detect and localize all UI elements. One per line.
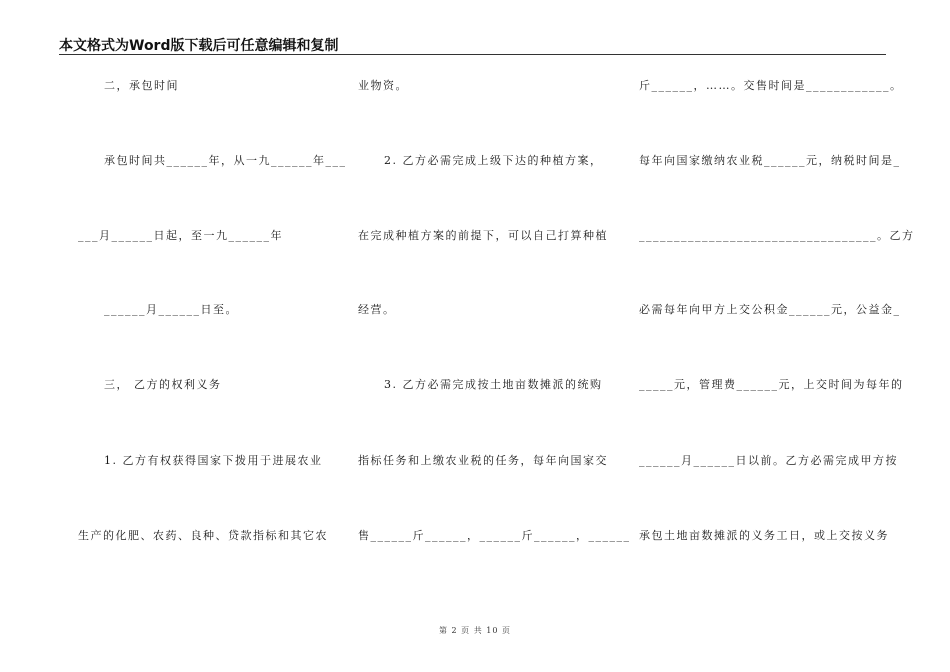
text-line: ______月______日以前。乙方必需完成甲方按	[639, 454, 898, 467]
text-line: 经营。	[358, 303, 396, 316]
document-header-title: 本文格式为Word版下载后可任意编辑和复制	[59, 38, 339, 54]
text-line: 指标任务和上缴农业税的任务，每年向国家交	[358, 454, 608, 467]
text-line: __________________________________。乙方	[639, 229, 915, 242]
text-line: 承包土地亩数摊派的义务工日，或上交按义务	[639, 529, 889, 542]
text-line: 三， 乙方的权利义务	[104, 378, 222, 391]
text-line: 2. 乙方必需完成上级下达的种植方案，	[384, 154, 603, 167]
text-line: 业物资。	[358, 79, 408, 92]
text-line: 生产的化肥、农药、良种、贷款指标和其它农	[78, 529, 328, 542]
text-line: ___月______日起，至一九______年	[78, 229, 283, 242]
page-number-footer: 第 2 页 共 10 页	[439, 626, 511, 635]
text-line: 二，承包时间	[104, 79, 179, 92]
text-line: 必需每年向甲方上交公积金______元，公益金_	[639, 303, 901, 316]
text-line: 3. 乙方必需完成按土地亩数摊派的统购	[384, 378, 603, 391]
text-line: 1. 乙方有权获得国家下拨用于进展农业	[104, 454, 323, 467]
text-line: 承包时间共______年，从一九______年___	[104, 154, 347, 167]
text-line: 在完成种植方案的前提下，可以自己打算种植	[358, 229, 608, 242]
text-line: 斤______，……。交售时间是____________。	[639, 79, 903, 92]
text-line: 每年向国家缴纳农业税______元，纳税时间是_	[639, 154, 901, 167]
text-line: ______月______日至。	[104, 303, 238, 316]
text-line: _____元，管理费______元，上交时间为每年的	[639, 378, 904, 391]
header-divider	[59, 54, 886, 55]
text-line: 售______斤______，______斤______，______	[358, 529, 631, 542]
